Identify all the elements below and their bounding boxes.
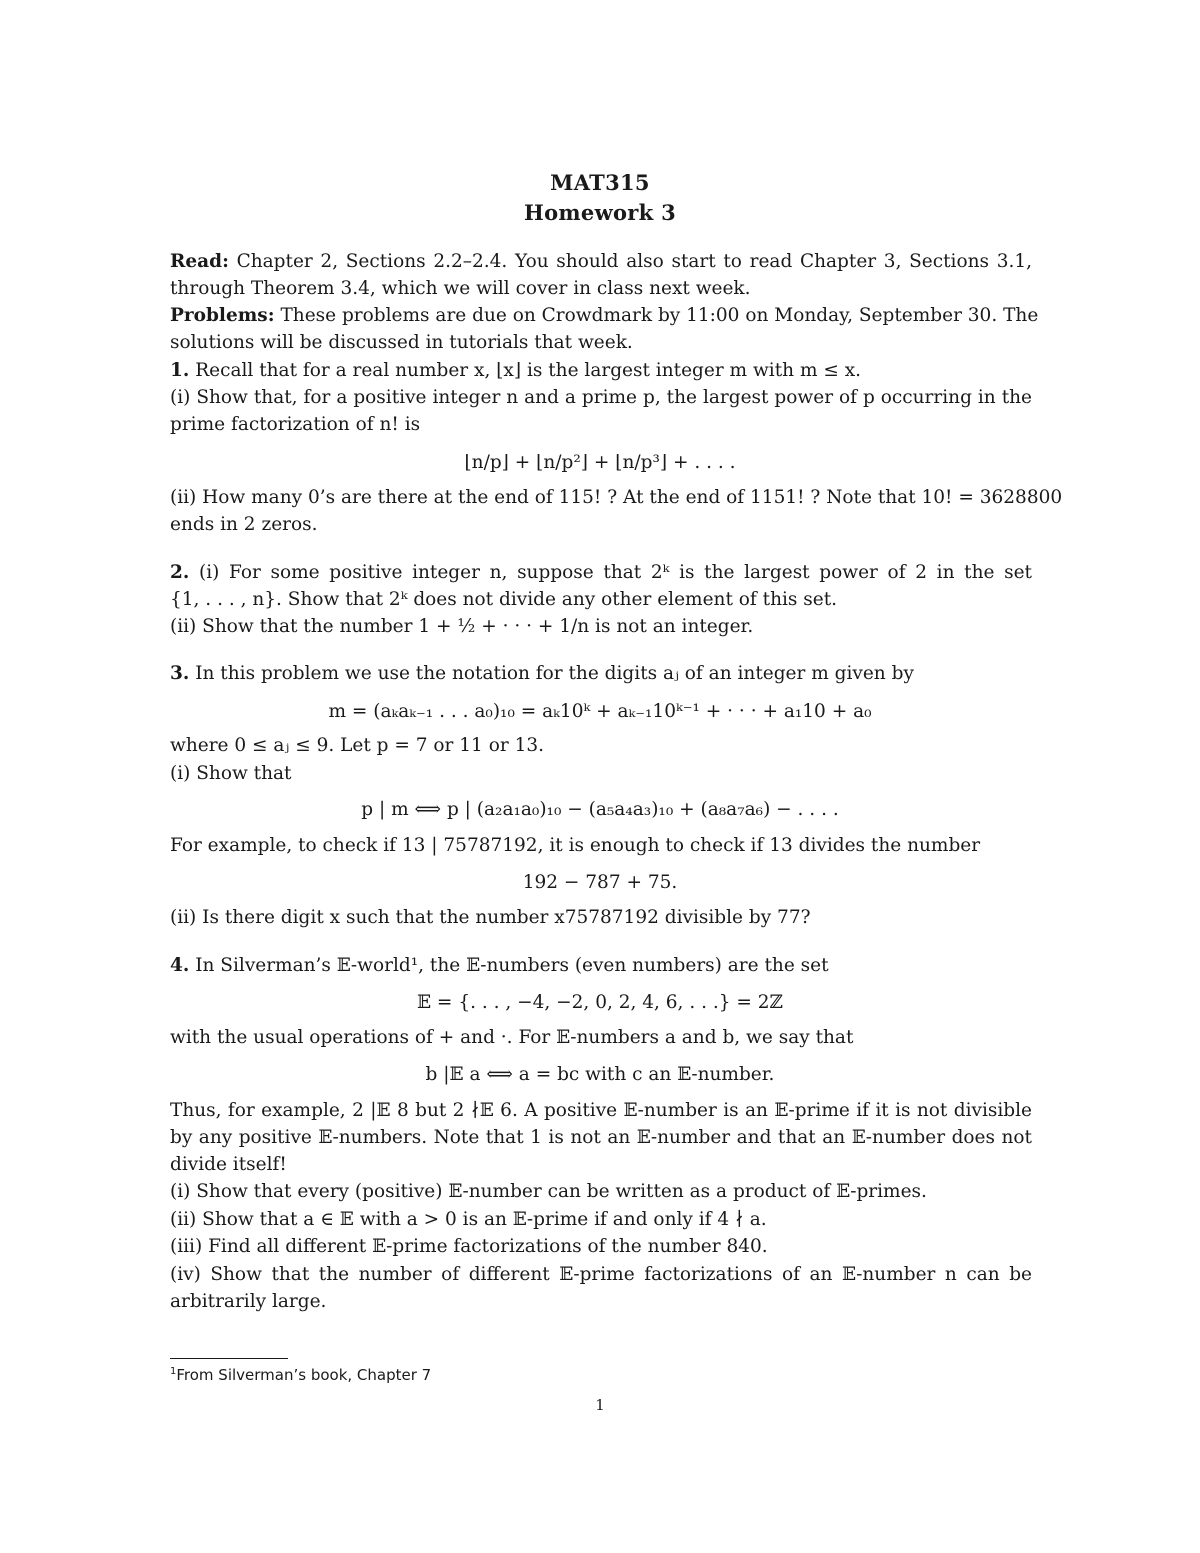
problem-2-part-i-cont: {1, . . . , n}. Show that 2ᵏ does not divide any other element of this set. xyxy=(170,589,838,610)
problem-3-equation-2: p | m ⟺ p | (a₂a₁a₀)₁₀ − (a₅a₄a₃)₁₀ + (a₈a₇a₆) − . . . . xyxy=(361,799,839,820)
problem-4-part-i: (i) Show that every (positive) 𝔼-number can be written as a product of 𝔼-primes. xyxy=(170,1181,927,1202)
problem-4-operations: with the usual operations of + and ·. For 𝔼-numbers a and b, we say that xyxy=(170,1027,854,1048)
problem-4-part-iii: (iii) Find all different 𝔼-prime factorizations of the number 840. xyxy=(170,1236,768,1257)
problem-1-part-ii: (ii) How many 0’s are there at the end of 115! ? At the end of 1151! ? Note that 10! = 3628800 xyxy=(170,487,1063,508)
problem-1-equation: ⌊n/p⌋ + ⌊n/p²⌋ + ⌊n/p³⌋ + . . . . xyxy=(464,452,736,473)
read-line-2: through Theorem 3.4, which we will cover in class next week. xyxy=(170,278,751,299)
problems-line-2: solutions will be discussed in tutorials that week. xyxy=(170,332,633,353)
problem-4-statement: 4. In Silverman’s 𝔼-world¹, the 𝔼-numbers (even numbers) are the set xyxy=(170,955,829,976)
problem-2-part-i: 2. (i) For some positive integer n, suppose that 2ᵏ is the largest power of 2 in the set xyxy=(170,562,1032,583)
problem-4-example: Thus, for example, 2 |𝔼 8 but 2 ∤𝔼 6. A positive 𝔼-number is an 𝔼-prime if it is not divisible xyxy=(170,1100,1032,1121)
problem-2-part-ii: (ii) Show that the number 1 + ½ + · · · + 1/n is not an integer. xyxy=(170,616,754,637)
problem-1-part-i: (i) Show that, for a positive integer n and a prime p, the largest power of p occurring in the xyxy=(170,387,1032,408)
problem-4-part-iv: (iv) Show that the number of different 𝔼-prime factorizations of an 𝔼-number n can be xyxy=(170,1264,1032,1285)
page-number: 1 xyxy=(595,1396,605,1414)
footnote: $^1$From Silverman’s book, Chapter 7 xyxy=(170,1366,432,1384)
page-title: Homework 3 xyxy=(523,200,677,225)
course-code: MAT315 xyxy=(550,170,650,195)
problem-4-part-iv-cont: arbitrarily large. xyxy=(170,1291,327,1312)
problem-3-equation-3: 192 − 787 + 75. xyxy=(522,872,678,893)
problem-3-example: For example, to check if 13 | 75787192, it is enough to check if 13 divides the number xyxy=(170,835,981,856)
problem-3-part-ii: (ii) Is there digit x such that the number x75787192 divisible by 77? xyxy=(170,907,811,928)
problem-4-equation-1: 𝔼 = {. . . , −4, −2, 0, 2, 4, 6, . . .} = 2ℤ xyxy=(416,992,784,1013)
problem-3-part-i: (i) Show that xyxy=(170,763,292,784)
problem-3-digits: where 0 ≤ aⱼ ≤ 9. Let p = 7 or 11 or 13. xyxy=(170,735,544,756)
problem-1-part-i-cont: prime factorization of n! is xyxy=(170,414,421,435)
problems-line-1: Problems: These problems are due on Crowdmark by 11:00 on Monday, September 30. The xyxy=(170,305,1039,326)
problem-1-part-ii-cont: ends in 2 zeros. xyxy=(170,514,318,535)
problem-4-part-ii: (ii) Show that a ∈ 𝔼 with a > 0 is an 𝔼-prime if and only if 4 ∤ a. xyxy=(170,1209,767,1230)
problem-4-note: by any positive 𝔼-numbers. Note that 1 is not an 𝔼-number and that an 𝔼-number does not xyxy=(170,1127,1032,1148)
problem-1-statement: 1. Recall that for a real number x, ⌊x⌋ is the largest integer m with m ≤ x. xyxy=(170,360,862,381)
problem-4-equation-2: b |𝔼 a ⟺ a = bc with c an 𝔼-number. xyxy=(425,1064,775,1085)
read-line-1: Read: Chapter 2, Sections 2.2–2.4. You should also start to read Chapter 3, Sections 3.1, xyxy=(170,251,1032,272)
problem-3-statement: 3. In this problem we use the notation for the digits aⱼ of an integer m given by xyxy=(170,663,914,684)
problem-4-note-cont: divide itself! xyxy=(170,1154,287,1175)
problem-3-equation-1: m = (aₖaₖ₋₁ . . . a₀)₁₀ = aₖ10ᵏ + aₖ₋₁10ᵏ⁻¹ + · · · + a₁10 + a₀ xyxy=(328,701,872,722)
footnote-rule xyxy=(170,1358,288,1359)
